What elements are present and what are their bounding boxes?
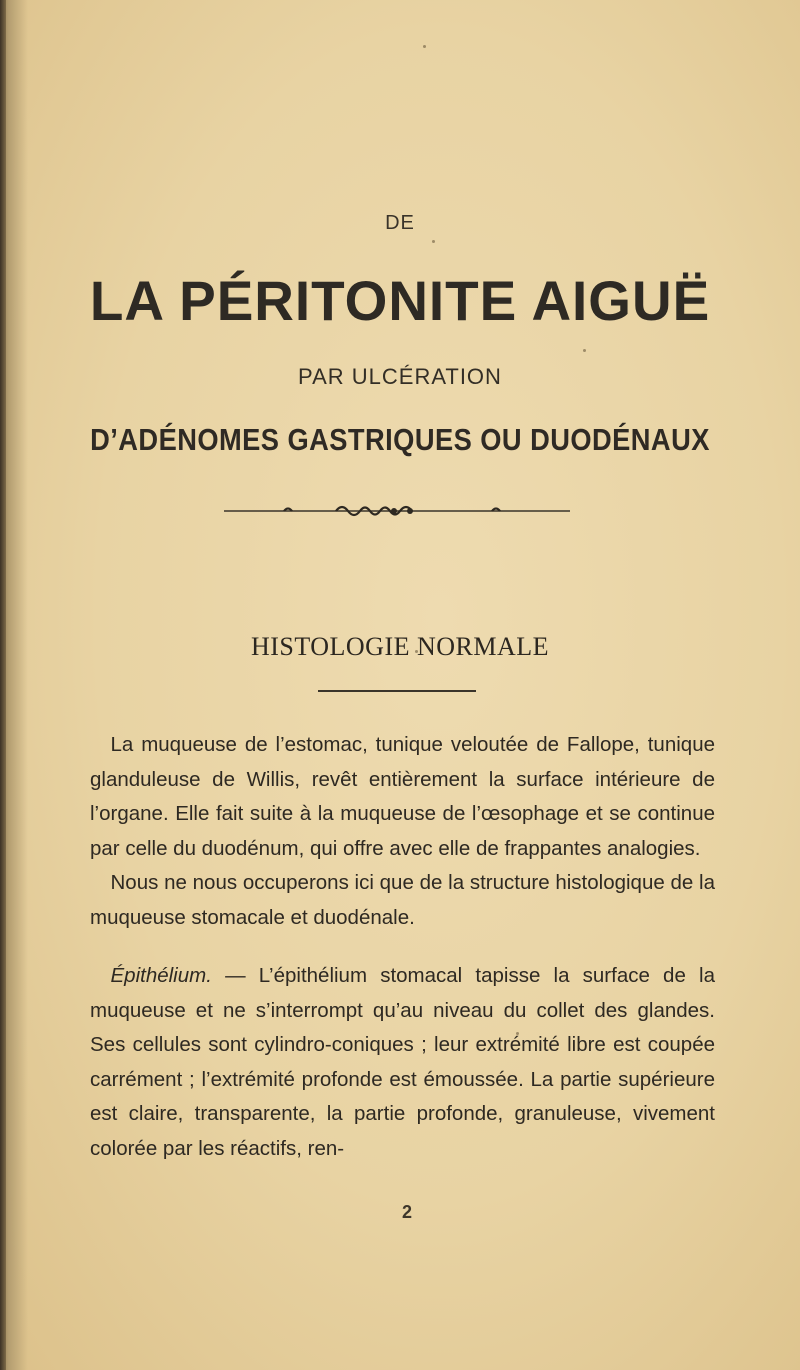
signature-mark: 2 [401,1202,412,1222]
paragraph-3-text: — L’épithélium stomacal tapisse la surface de la muqueuse et ne s’interrompt qu’au niveau du collet des glandes. Ses cellules sont cylindro-coniques ; leur extrémité libre est coupée carrément ; l’extrémité profonde est émoussée. La partie supérieure est claire, transparente, la partie profonde, granuleuse, vivement colorée par les réactifs, ren- [90,964,715,1160]
paragraph-3 [90,959,715,1166]
paragraph-1: La muqueuse de l’estomac, tunique veloutée de Fallope, tunique glanduleuse de Willis, revêt entièrement la surface intérieure de l’organe. Elle fait suite à la muqueuse de l’œsophage et se continue par celle du duodénum, qui offre avec elle de frappantes analogies. [90,733,715,860]
paragraph-3-label: Épithélium. [110,964,212,987]
main-title: LA PÉRITONITE AIGUË [89,269,711,332]
title-preposition: DE [385,212,415,234]
section-title: HISTOLOGIE NORMALE [250,632,550,661]
body-text [90,728,715,1166]
title-par-line: PAR ULCÉRATION [298,364,502,389]
paragraph-2: Nous ne nous occuperons ici que de la structure histologique de la muqueuse stomacale et duodénale. [90,871,715,929]
section-title-rule [318,690,476,692]
subtitle: D’ADÉNOMES GASTRIQUES OU DUODÉNAUX [90,422,710,457]
page-edge [0,0,6,1370]
decorative-rule-ornament-icon [224,500,570,520]
